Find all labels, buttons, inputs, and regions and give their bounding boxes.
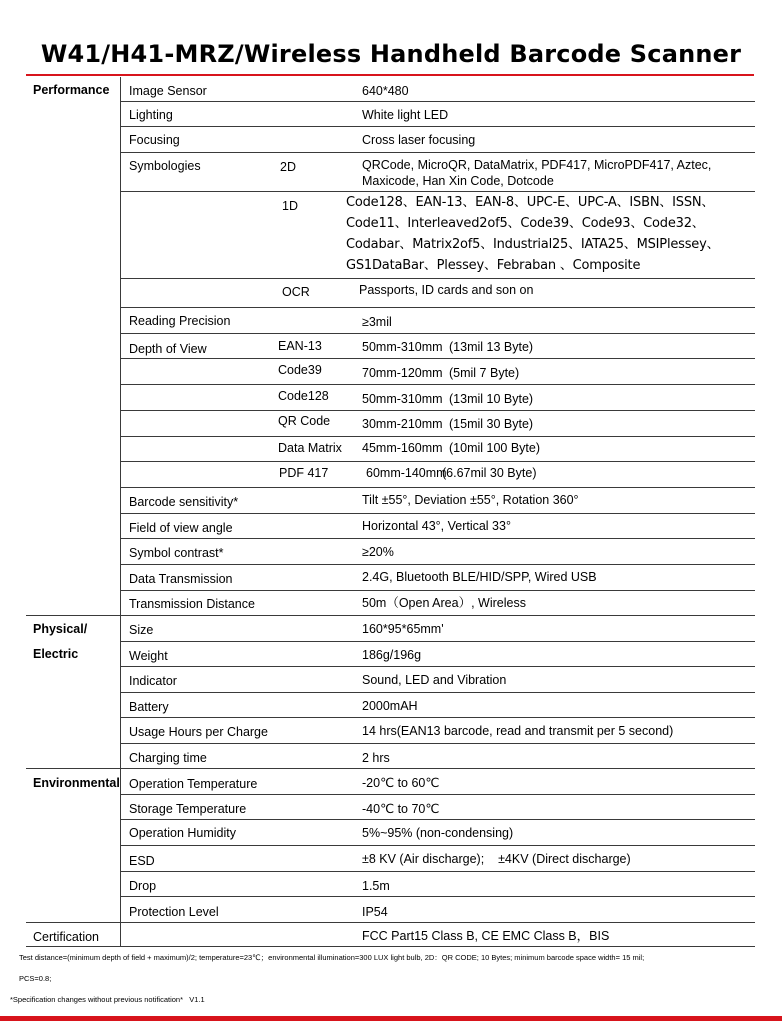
usage-hours-value: 14 hrs(EAN13 barcode, read and transmit per 5 second)	[362, 724, 674, 738]
dov-code: PDF 417	[279, 466, 329, 480]
op-humidity-value: 5%~95% (non-condensing)	[362, 826, 514, 840]
row-divider	[121, 871, 755, 872]
row-divider	[121, 278, 755, 279]
category-performance: Performance	[33, 83, 110, 97]
dov-code: EAN-13	[278, 339, 322, 353]
dov-detail: (5mil 7 Byte)	[449, 366, 520, 380]
dov-detail: (15mil 30 Byte)	[449, 417, 534, 431]
row-divider	[121, 126, 755, 127]
barcode-sensitivity-value: Tilt ±55°, Deviation ±55°, Rotation 360°	[362, 493, 579, 507]
row-divider	[121, 717, 755, 718]
row-divider	[121, 641, 755, 642]
lighting-label: Lighting	[129, 108, 173, 122]
row-divider	[121, 384, 755, 385]
image-sensor-label: Image Sensor	[129, 84, 207, 98]
image-sensor-value: 640*480	[362, 84, 409, 98]
row-divider	[121, 666, 755, 667]
reading-precision-value: ≥3mil	[362, 315, 392, 329]
category-certification: Certification	[33, 930, 99, 944]
esd-label: ESD	[129, 854, 155, 868]
storage-temp-label: Storage Temperature	[129, 802, 247, 816]
dov-code: QR Code	[278, 414, 331, 428]
lighting-value: White light LED	[362, 108, 449, 122]
footnote-spec-change: *Specification changes without previous notification* V1.1	[10, 995, 205, 1004]
dov-range: 45mm-160mm	[362, 441, 443, 455]
symbologies-2d-label: 2D	[280, 160, 296, 174]
row-divider	[121, 487, 755, 488]
storage-temp-value: -40℃ to 70℃	[362, 802, 440, 816]
size-value: 160*95*65mm'	[362, 622, 444, 636]
row-divider	[121, 538, 755, 539]
focusing-value: Cross laser focusing	[362, 133, 476, 147]
drop-label: Drop	[129, 879, 157, 893]
row-divider	[121, 590, 755, 591]
symbologies-1d-label: 1D	[282, 199, 298, 213]
esd-value: ±8 KV (Air discharge); ±4KV (Direct discharge)	[362, 852, 631, 866]
row-divider	[121, 513, 755, 514]
row-divider	[121, 436, 755, 437]
op-temp-value: -20℃ to 60℃	[362, 776, 440, 790]
dov-detail: (6.67mil 30 Byte)	[442, 466, 537, 480]
indicator-label: Indicator	[129, 674, 177, 688]
drop-value: 1.5m	[362, 879, 390, 893]
row-divider	[121, 461, 755, 462]
focusing-label: Focusing	[129, 133, 180, 147]
page-title: W41/H41-MRZ/Wireless Handheld Barcode Scanner	[40, 40, 742, 68]
weight-label: Weight	[129, 649, 168, 663]
dov-range: 50mm-310mm	[362, 340, 443, 354]
symbol-contrast-label: Symbol contrast*	[129, 546, 224, 560]
symbologies-ocr-label: OCR	[282, 285, 310, 299]
usage-hours-label: Usage Hours per Charge	[129, 725, 268, 739]
symbologies-ocr-value: Passports, ID cards and son on	[359, 283, 534, 297]
protection-label: Protection Level	[129, 905, 219, 919]
section-divider	[26, 768, 755, 769]
row-divider	[121, 692, 755, 693]
data-transmission-label: Data Transmission	[129, 572, 233, 586]
row-divider	[121, 845, 755, 846]
size-label: Size	[129, 623, 154, 637]
symbol-contrast-value: ≥20%	[362, 545, 394, 559]
dov-detail: (13mil 10 Byte)	[449, 392, 534, 406]
dov-range: 30mm-210mm	[362, 417, 443, 431]
row-divider	[121, 307, 755, 308]
table-bottom-rule	[26, 946, 755, 947]
depth-of-view-label: Depth of View	[129, 342, 207, 356]
dov-range: 60mm-140mm	[366, 466, 447, 480]
reading-precision-label: Reading Precision	[129, 314, 231, 328]
protection-value: IP54	[362, 905, 388, 919]
dov-range: 70mm-120mm	[362, 366, 443, 380]
footnote-pcs: PCS=0.8;	[19, 974, 52, 983]
transmission-distance-value: 50m（Open Area）, Wireless	[362, 596, 526, 610]
footnote-test-distance: Test distance=(minimum depth of field + maximum)/2; temperature=23℃；environmental illumination=300 LUX light bulb, 2D：QR CODE; 10 Bytes; minimum barcode space width= 15 mil;	[19, 953, 645, 962]
field-of-view-value: Horizontal 43°, Vertical 33°	[362, 519, 511, 533]
dov-detail: (13mil 13 Byte)	[449, 340, 534, 354]
row-divider	[121, 152, 755, 153]
row-divider	[121, 743, 755, 744]
battery-value: 2000mAH	[362, 699, 418, 713]
row-divider	[121, 794, 755, 795]
dov-code: Data Matrix	[278, 441, 342, 455]
symbologies-1d-value: Code128、EAN-13、EAN-8、UPC-E、UPC-A、ISBN、ISSN、Code11、Interleaved2of5、Code39、Code93、Code32、Codabar、Matrix2of5、Industrial25、IATA25、MSIPlessey、GS1DataBar、Plessey、Febraban 、Composite	[346, 195, 720, 273]
transmission-distance-label: Transmission Distance	[129, 597, 255, 611]
category-environmental: Environmental	[33, 776, 120, 790]
op-humidity-label: Operation Humidity	[129, 826, 236, 840]
symbologies-label: Symbologies	[129, 159, 201, 173]
title-underline	[26, 74, 754, 76]
footer-accent-bar	[0, 1016, 782, 1021]
symbologies-2d-value: QRCode, MicroQR, DataMatrix, PDF417, MicroPDF417, Aztec, Maxicode, Han Xin Code, Dotcode	[362, 158, 712, 188]
section-divider	[26, 615, 755, 616]
row-divider	[121, 896, 755, 897]
category-electric: Electric	[33, 647, 79, 661]
row-divider	[121, 333, 755, 334]
row-divider	[121, 564, 755, 565]
charging-time-value: 2 hrs	[362, 751, 390, 765]
category-physical: Physical/	[33, 622, 88, 636]
charging-time-label: Charging time	[129, 751, 207, 765]
section-divider	[26, 922, 755, 923]
op-temp-label: Operation Temperature	[129, 777, 258, 791]
dov-detail: (10mil 100 Byte)	[449, 441, 541, 455]
battery-label: Battery	[129, 700, 169, 714]
indicator-value: Sound, LED and Vibration	[362, 673, 507, 687]
column-divider	[120, 77, 121, 946]
data-transmission-value: 2.4G, Bluetooth BLE/HID/SPP, Wired USB	[362, 570, 597, 584]
dov-code: Code128	[278, 389, 329, 403]
barcode-sensitivity-label: Barcode sensitivity*	[129, 495, 239, 509]
certification-value: FCC Part15 Class B, CE EMC Class B，BIS	[362, 929, 610, 943]
weight-value: 186g/196g	[362, 648, 422, 662]
dov-code: Code39	[278, 363, 322, 377]
row-divider	[121, 358, 755, 359]
dov-range: 50mm-310mm	[362, 392, 443, 406]
field-of-view-label: Field of view angle	[129, 521, 233, 535]
row-divider	[121, 819, 755, 820]
row-divider	[121, 410, 755, 411]
row-divider	[121, 101, 755, 102]
